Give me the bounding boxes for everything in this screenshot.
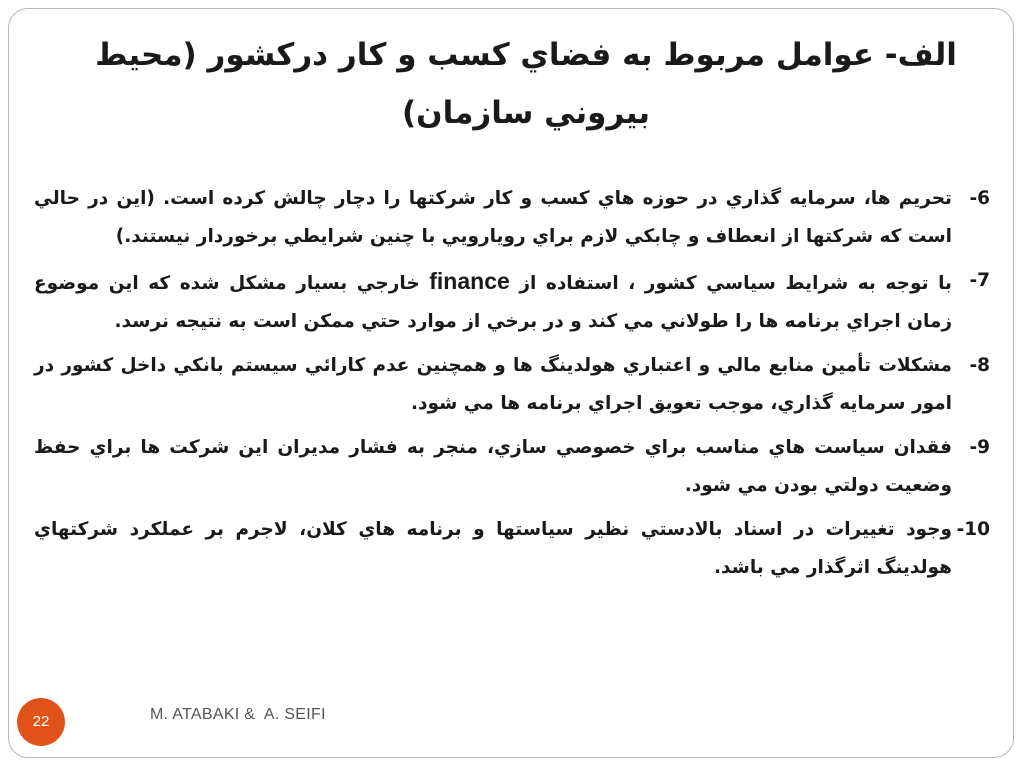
page-number-badge: 22: [17, 698, 65, 746]
finance-word: finance: [429, 268, 510, 294]
item-number: 6-: [969, 188, 990, 209]
list-item: [34, 429, 990, 505]
item-text-before: با توجه به شرايط سياسي کشور ، استفاده از: [519, 273, 952, 294]
list-item: [34, 511, 990, 587]
item-number: 9-: [969, 437, 990, 458]
item-number: 8-: [969, 355, 990, 376]
item-text: وجود تغييرات در اسناد بالادستي نظير سياستها و برنامه هاي کلان، لاجرم بر عملکرد شرکتهاي هولدينگ اثرگذار مي باشد.: [34, 519, 952, 578]
footer-authors: M. ATABAKI & A. SEIFI: [150, 706, 326, 723]
slide-title: الف- عوامل مربوط به فضاي کسب و کار درکشور (محيط بيروني سازمان): [95, 37, 957, 131]
item-text: مشکلات تأمين منابع مالي و اعتباري هولدينگ ها و همچنين عدم کارائي سيستم بانکي داخل کشور در امور سرمايه گذاري، موجب تعويق اجراي برنامه ها مي شود.: [34, 355, 952, 414]
item-text-after: خارجي بسيار مشکل شده که اين موضوع زمان اجراي برنامه ها را طولاني مي کند و در برخي از موارد حتي ممکن است به نتيجه نرسد.: [34, 273, 952, 332]
list-item: [34, 347, 990, 423]
item-number: 7-: [969, 270, 990, 291]
item-list: [34, 180, 990, 593]
item-number: 10-: [956, 519, 990, 540]
item-text: فقدان سياست هاي مناسب براي خصوصي سازي، منجر به فشار مديران اين شرکت ها براي حفظ وضعيت دولتي بودن مي شود.: [34, 437, 952, 496]
item-text: تحريم ها، سرمايه گذاري در حوزه هاي کسب و کار شرکتها را دچار چالش کرده است. (اين در حالي است که شرکتها از انعطاف و چابکي لازم براي رويارويي با چنين شرايطي برخوردار نيستند.): [34, 188, 952, 247]
list-item: [34, 180, 990, 256]
list-item: [34, 262, 990, 341]
